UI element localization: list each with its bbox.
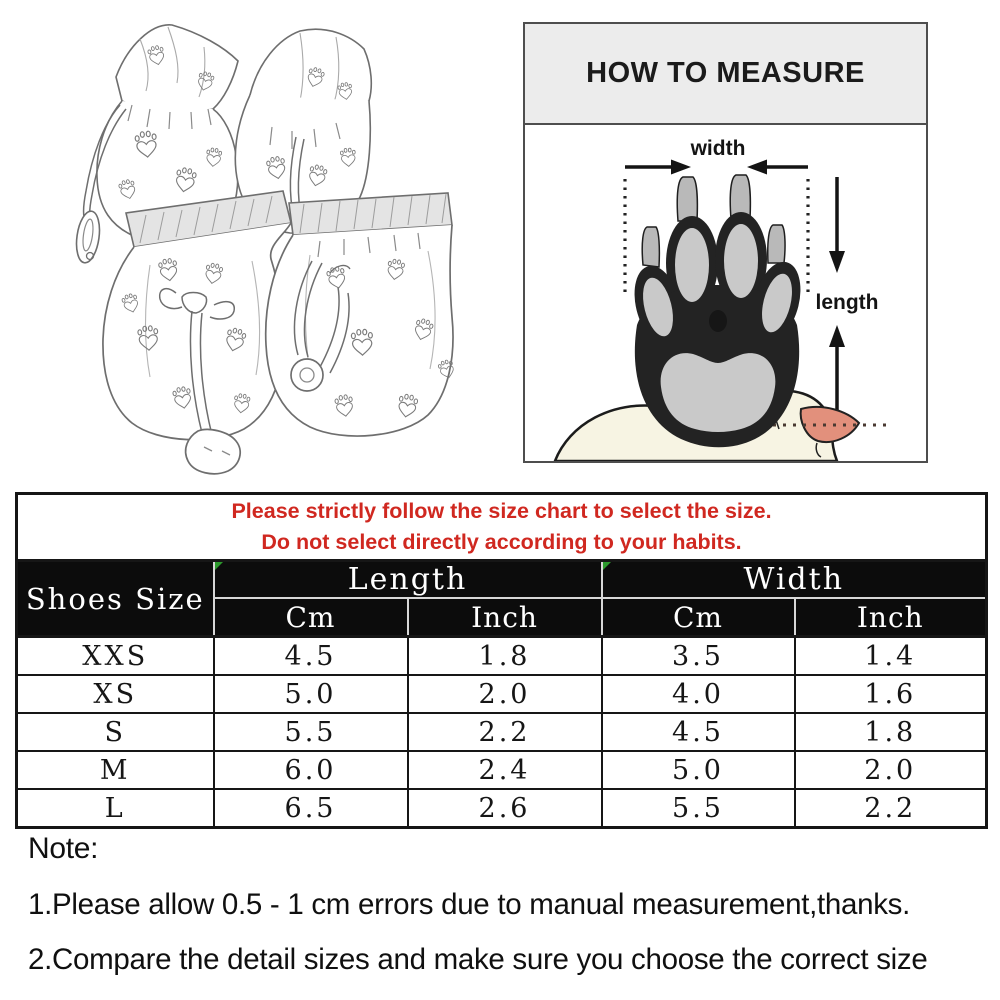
- size-cell: M: [17, 751, 214, 789]
- how-to-measure-title: HOW TO MEASURE: [586, 57, 865, 89]
- warning-line-1: Please strictly follow the size chart to select the size.: [231, 499, 772, 523]
- table-row-s: [17, 713, 987, 751]
- dog-booties-sketch-svg: [0, 5, 500, 490]
- how-to-measure-header: [525, 24, 926, 125]
- paw-measure-diagram-svg: [525, 125, 926, 461]
- table-row-xxs: [17, 637, 987, 676]
- note-heading: Note:: [28, 832, 99, 865]
- width-inch-cell: 2.2: [795, 789, 987, 828]
- paw-center-dot: [709, 310, 727, 332]
- length-inch-cell: 2.6: [408, 789, 602, 828]
- dew-claw-nail: [801, 407, 859, 442]
- length-inch-cell: 2.2: [408, 713, 602, 751]
- length-label: length: [815, 291, 879, 314]
- size-cell: S: [17, 713, 214, 751]
- bootie-bottom-right: [266, 193, 456, 436]
- dog-booties-sketch: [0, 5, 500, 490]
- header-length-cm: Cm: [214, 598, 408, 637]
- paw-illustration: [627, 175, 808, 447]
- width-inch-cell: 1.6: [795, 675, 987, 713]
- length-inch-cell: 2.4: [408, 751, 602, 789]
- width-cm-cell: 4.5: [602, 713, 795, 751]
- header-width-inch: Inch: [795, 598, 987, 637]
- note-item-2: 2.Compare the detail sizes and make sure you choose the correct size: [28, 943, 928, 976]
- length-cm-cell: 5.0: [214, 675, 408, 713]
- size-chart-table: [15, 492, 988, 829]
- size-cell: XS: [17, 675, 214, 713]
- table-row-xs: [17, 675, 987, 713]
- width-inch-cell: 1.4: [795, 637, 987, 676]
- table-row-m: [17, 751, 987, 789]
- warning-cell: [17, 494, 987, 561]
- length-inch-cell: 1.8: [408, 637, 602, 676]
- width-inch-cell: 1.8: [795, 713, 987, 751]
- note-item-1: 1.Please allow 0.5 - 1 cm errors due to manual measurement,thanks.: [28, 888, 911, 921]
- header-shoes-size: Shoes Size: [17, 561, 214, 637]
- table-row-l: [17, 789, 987, 828]
- width-label: width: [690, 137, 746, 160]
- length-cm-cell: 5.5: [214, 713, 408, 751]
- header-width-label: Width: [743, 562, 845, 597]
- size-cell: L: [17, 789, 214, 828]
- length-cm-cell: 4.5: [214, 637, 408, 676]
- width-inch-cell: 2.0: [795, 751, 987, 789]
- width-cm-cell: 3.5: [602, 637, 795, 676]
- warning-line-2: Do not select directly according to your habits.: [261, 530, 742, 554]
- size-cell: XXS: [17, 637, 214, 676]
- warning-row: [17, 494, 987, 561]
- header-length: [214, 561, 602, 599]
- length-cm-cell: 6.5: [214, 789, 408, 828]
- length-inch-cell: 2.0: [408, 675, 602, 713]
- width-cm-cell: 4.0: [602, 675, 795, 713]
- header-width: [602, 561, 987, 599]
- paw-measure-diagram: [525, 125, 926, 461]
- length-cm-cell: 6.0: [214, 751, 408, 789]
- width-arrows: [625, 160, 808, 175]
- how-to-measure-panel: [523, 22, 928, 463]
- header-length-inch: Inch: [408, 598, 602, 637]
- width-cm-cell: 5.5: [602, 789, 795, 828]
- excel-corner-marker: [603, 562, 611, 570]
- bootie-bottom-left: [103, 191, 291, 474]
- header-length-label: Length: [347, 562, 468, 597]
- header-row-groups: [17, 561, 987, 599]
- header-width-cm: Cm: [602, 598, 795, 637]
- excel-corner-marker: [215, 562, 223, 570]
- width-cm-cell: 5.0: [602, 751, 795, 789]
